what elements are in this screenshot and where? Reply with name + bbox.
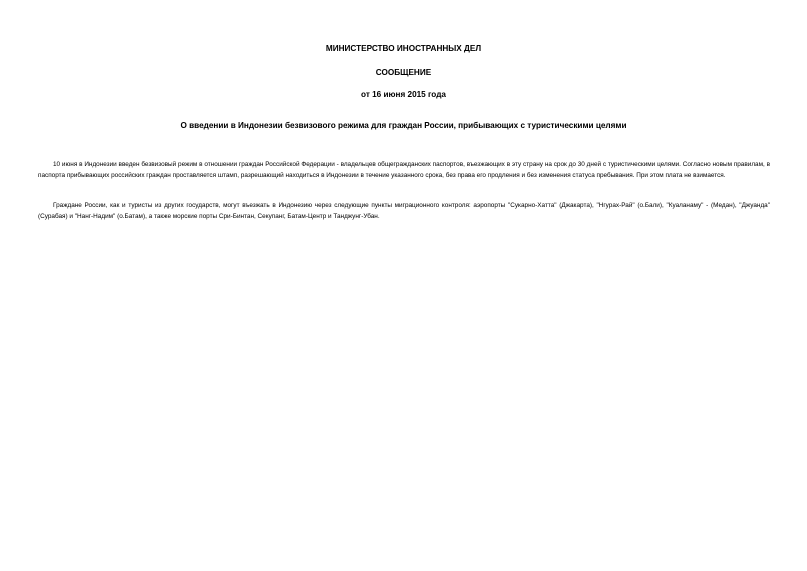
body-paragraph-2 [38,201,770,222]
paragraph-text: Граждане России, как и туристы из других государств, могут въезжать в Индонезию через следующие пункты миграционного контроля: аэропорты "Сукарно-Хатта" (Джакарта), "Нгурах-Рай" (о.Бали), "Куаланаму" - (Медан), "Джуанда" (Сурабая) и "Нанг-Надим" (о.Батам), а также морские порты Сри-Бинтан, Секупанг, Батам-Центр и Танджунг-Убан. [38,202,770,220]
paragraph-text: 10 июня в Индонезии введен безвизовый режим в отношении граждан Российской Федерации - владельцев общегражданских паспортов, въезжающих в эту страну на срок до 30 дней с туристическими целями. Согласно новым правилам, в паспорта прибывающих российских граждан проставляется штамп, разрешающий находиться в Индонезии в течение указанного срока, без права его продления и без изменения статуса пребывания. При этом плата не взимается. [38,161,770,179]
document-subject: О введении в Индонезии безвизового режима для граждан России, прибывающих с туристическими целями [180,121,627,130]
message-label: СООБЩЕНИЕ [375,68,432,77]
document-date: от 16 июня 2015 года [361,90,446,99]
ministry-title: МИНИСТЕРСТВО ИНОСТРАННЫХ ДЕЛ [325,44,482,53]
body-paragraph-1 [38,160,770,181]
